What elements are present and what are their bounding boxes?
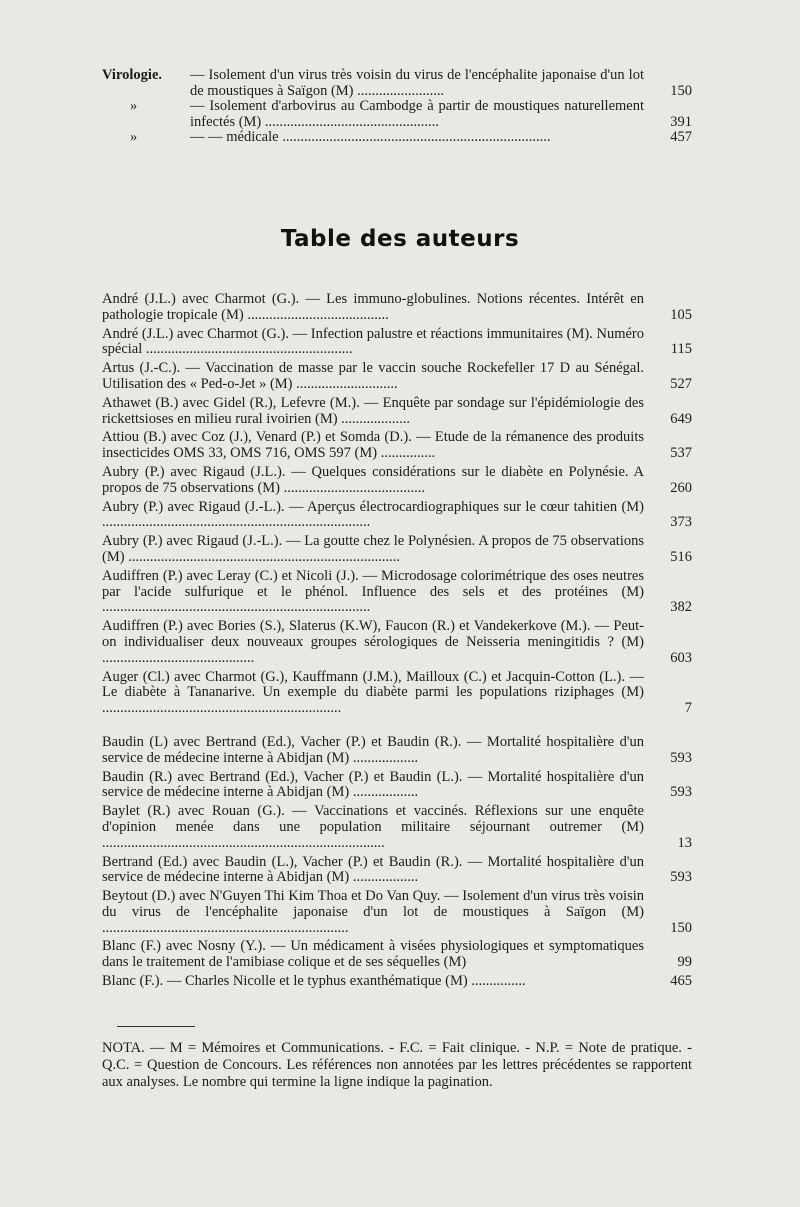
entry-heading: Virologie. bbox=[102, 67, 163, 83]
page-number: 391 bbox=[670, 113, 692, 130]
entry-text: Auger (Cl.) avec Charmot (G.), Kauffmann (J.M.), Mailloux (C.) et Jacquin-Cotton (L.). — Le diabète à Tananarive. Un exemple du diabète parmi les populations riziphages (M) .................................................................. bbox=[102, 668, 644, 717]
page-number: 115 bbox=[670, 341, 692, 358]
entry-text: Baudin (L) avec Bertrand (Ed.), Vacher (P.) et Baudin (R.). — Mortalité hospitalière d'un service de médecine interne à Abidjan (M) .................. bbox=[102, 733, 644, 766]
page-number: 537 bbox=[670, 445, 692, 462]
author-entry bbox=[102, 855, 692, 887]
entry-text: Blanc (F.) avec Nosny (Y.). — Un médicament à visées physiologiques et symptomatiques dans le traitement de l'amibiase colique et de ses séquelles (M) bbox=[102, 938, 644, 971]
author-entry bbox=[102, 770, 692, 802]
author-entry bbox=[102, 974, 692, 990]
page-number: 150 bbox=[670, 82, 692, 99]
entry-text: — Isolement d'un virus très voisin du virus de l'encéphalite japonaise d'un lot de moustiques à Saïgon (M) ........................ bbox=[190, 67, 644, 99]
entry-text: Aubry (P.) avec Rigaud (J.-L.). — Aperçus électrocardiographiques sur le cœur tahitien (M) .......................................................................... bbox=[102, 498, 644, 531]
entry-text: Audiffren (P.) avec Bories (S.), Slaterus (K.W), Faucon (R.) et Vandekerkove (M.). — Peut-on individualiser deux nouveaux groupes sérologiques de Neisseria meningitidis ? (M) .......................................... bbox=[102, 618, 644, 666]
page-number: 593 bbox=[670, 749, 692, 766]
author-entry bbox=[102, 430, 692, 462]
entry-text: Bertrand (Ed.) avec Baudin (L.), Vacher (P.) et Baudin (R.). — Mortalité hospitalière d'un service de médecine interne à Abidjan (M) .................. bbox=[102, 853, 644, 886]
page-number: 99 bbox=[677, 954, 692, 971]
entry-text: — — médicale .......................................................................... bbox=[190, 129, 551, 145]
index-entry bbox=[102, 130, 692, 146]
author-entry bbox=[102, 735, 692, 767]
author-entry bbox=[102, 670, 692, 717]
page-number: 457 bbox=[670, 129, 692, 145]
entry-text: Athawet (B.) avec Gidel (R.), Lefevre (M.). — Enquête par sondage sur l'épidémiologie des rickettsioses en milieu rural ivoirien (M) ................... bbox=[102, 394, 644, 427]
footnote-nota: NOTA. — M = Mémoires et Communications. - F.C. = Fait clinique. - N.P. = Note de pratique. - Q.C. = Question de Concours. Les références non annotées par les lettres précédentes se rapportent aux analyses. Le nombre qui termine la ligne indique la pagination. bbox=[102, 1040, 692, 1090]
page-number: 150 bbox=[670, 919, 692, 936]
page-number: 260 bbox=[670, 479, 692, 496]
page-number: 593 bbox=[670, 784, 692, 801]
index-entry bbox=[102, 68, 692, 99]
author-entry bbox=[102, 939, 692, 971]
index-entry bbox=[102, 99, 692, 130]
entry-text: — Isolement d'arbovirus au Cambodge à partir de moustiques naturellement infectés (M) ................................................ bbox=[190, 98, 644, 130]
page-number: 105 bbox=[670, 306, 692, 323]
entry-text: Baudin (R.) avec Bertrand (Ed.), Vacher (P.) et Baudin (L.). — Mortalité hospitalière d'un service de médecine interne à Abidjan (M) .................. bbox=[102, 768, 644, 801]
author-entry bbox=[102, 292, 692, 324]
author-entry bbox=[102, 534, 692, 566]
page-number: 373 bbox=[670, 514, 692, 531]
entry-text: Baylet (R.) avec Rouan (G.). — Vaccinations et vaccinés. Réflexions sur une enquête d'opinion menée dans une population militaire séjournant outremer (M) .............................................................................. bbox=[102, 803, 644, 851]
virologie-section bbox=[102, 68, 692, 146]
page-number: 13 bbox=[677, 834, 692, 851]
entry-text: Artus (J.-C.). — Vaccination de masse par le vaccin souche Rockefeller 17 D au Sénégal. Utilisation des « Ped-o-Jet » (M) ............................ bbox=[102, 360, 644, 392]
author-entry bbox=[102, 804, 692, 851]
footnote-rule bbox=[117, 1026, 195, 1027]
entry-text: André (J.L.) avec Charmot (G.). — Les immuno-globulines. Notions récentes. Intérêt en pathologie tropicale (M) ....................................... bbox=[102, 291, 644, 323]
author-entry bbox=[102, 889, 692, 936]
author-entry bbox=[102, 465, 692, 497]
entry-text: Attiou (B.) avec Coz (J.), Venard (P.) et Somda (D.). — Etude de la rémanence des produits insecticides OMS 33, OMS 716, OMS 597 (M) ............... bbox=[102, 429, 644, 462]
page-number: 516 bbox=[670, 548, 692, 565]
page-number: 649 bbox=[670, 410, 692, 427]
entry-text: Beytout (D.) avec N'Guyen Thi Kim Thoa et Do Van Quy. — Isolement d'un virus très voisin du virus de l'encéphalite japonaise d'un lot de moustiques à Saïgon (M) .................................................................... bbox=[102, 888, 644, 936]
ditto-mark: » bbox=[130, 98, 138, 114]
author-entry bbox=[102, 619, 692, 666]
page-number: 382 bbox=[670, 599, 692, 616]
entry-text: Audiffren (P.) avec Leray (C.) et Nicoli (J.). — Microdosage colorimétrique des oses neutres par l'acide sulfurique et le phénol. Influence des sels et des protéines (M) .......................................................................... bbox=[102, 567, 644, 616]
section-title: Table des auteurs bbox=[280, 226, 520, 252]
ditto-mark: » bbox=[130, 129, 138, 145]
author-entry bbox=[102, 327, 692, 359]
page-number: 603 bbox=[670, 649, 692, 666]
page-number: 527 bbox=[670, 375, 692, 392]
author-index bbox=[102, 292, 692, 993]
author-entry bbox=[102, 396, 692, 428]
page-number: 593 bbox=[670, 869, 692, 886]
author-entry bbox=[102, 361, 692, 393]
page-number: 7 bbox=[684, 700, 692, 717]
entry-text: Aubry (P.) avec Rigaud (J.L.). — Quelques considérations sur le diabète en Polynésie. A propos de 75 observations (M) ....................................... bbox=[102, 463, 644, 496]
entry-text: André (J.L.) avec Charmot (G.). — Infection palustre et réactions immunitaires (M). Numéro spécial ......................................................... bbox=[102, 325, 644, 358]
author-entry bbox=[102, 500, 692, 532]
page-number: 465 bbox=[670, 973, 692, 990]
entry-text: Blanc (F.). — Charles Nicolle et le typhus exanthématique (M) ............... bbox=[102, 973, 526, 990]
entry-text: Aubry (P.) avec Rigaud (J.-L.). — La goutte chez le Polynésien. A propos de 75 observations (M) ........................................................................... bbox=[102, 533, 644, 565]
author-entry bbox=[102, 569, 692, 616]
